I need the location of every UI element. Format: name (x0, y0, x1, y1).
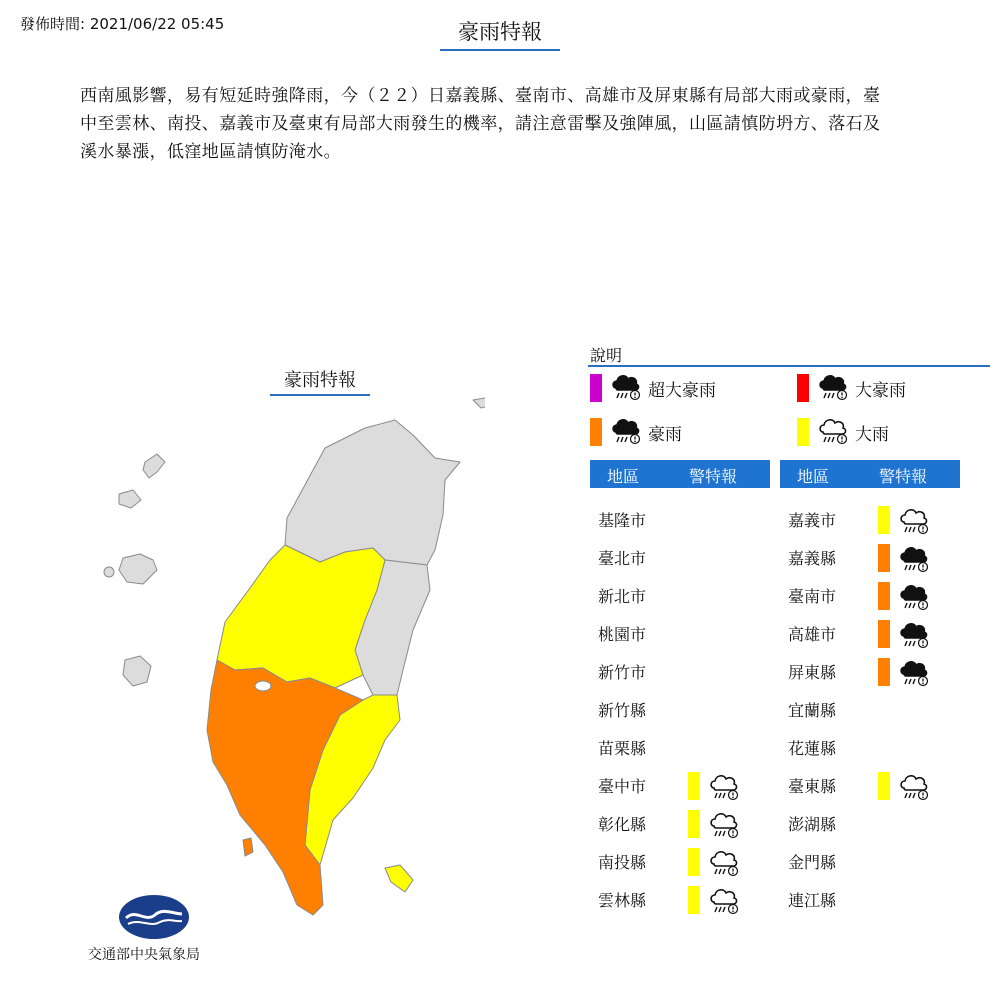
warning-swatch (878, 582, 890, 610)
region-name: 嘉義縣 (788, 549, 837, 568)
island-liuqiu (243, 838, 253, 856)
thunderstorm-rain-icon (898, 618, 930, 654)
region-name: 臺中市 (598, 777, 647, 796)
page-title: 豪雨特報 (440, 16, 560, 51)
description-line: 中至雲林、南投、嘉義市及臺東有局部大雨發生的機率，請注意雷擊及強陣風，山區請慎防坍方、落石及 (80, 114, 881, 134)
rain-cloud-icon (898, 770, 930, 806)
region-name: 彰化縣 (598, 815, 647, 834)
lake (255, 681, 271, 691)
rain-cloud-icon (708, 808, 740, 844)
taiwan-warning-map (95, 390, 485, 925)
table-row (780, 690, 960, 728)
thunderstorm-rain-icon (610, 414, 642, 450)
region-name: 臺東縣 (788, 777, 837, 796)
region-name: 雲林縣 (598, 891, 647, 910)
thunderstorm-rain-icon (898, 542, 930, 578)
region-name: 新竹市 (598, 663, 647, 682)
legend-swatch (797, 418, 809, 446)
table-row (780, 576, 960, 614)
warning-swatch (878, 544, 890, 572)
region-name: 花蓮縣 (788, 739, 837, 758)
table-row (590, 842, 770, 880)
table-row (780, 880, 960, 918)
legend-swatch (590, 418, 602, 446)
warning-description (80, 82, 930, 166)
warning-swatch (688, 886, 700, 914)
rain-cloud-icon (708, 884, 740, 920)
legend-label: 大豪雨 (855, 380, 906, 401)
table-row (780, 766, 960, 804)
table-row (590, 880, 770, 918)
warning-swatch (878, 772, 890, 800)
table-row (590, 538, 770, 576)
region-name: 臺北市 (598, 549, 647, 568)
rain-cloud-icon (817, 414, 849, 450)
region-name: 屏東縣 (788, 663, 837, 682)
table-row (780, 842, 960, 880)
region-name: 南投縣 (598, 853, 647, 872)
description-line: 西南風影響，易有短延時強降雨，今（２２）日嘉義縣、臺南市、高雄市及屏東縣有局部大雨或豪雨，臺 (80, 86, 881, 106)
table-row (590, 728, 770, 766)
island-penghu-mid (119, 490, 141, 508)
region-name: 桃園市 (598, 625, 647, 644)
rain-cloud-icon (708, 770, 740, 806)
island-lanyu (385, 865, 413, 892)
description-line: 溪水暴漲，低窪地區請慎防淹水。 (80, 142, 341, 162)
table-row (590, 576, 770, 614)
legend-label: 豪雨 (648, 424, 682, 445)
warning-swatch (878, 620, 890, 648)
cwb-logo (118, 894, 190, 940)
island-penghu-main (119, 554, 157, 584)
legend-swatch (590, 374, 602, 402)
issue-time: 發佈時間: 2021/06/22 05:45 (20, 15, 225, 33)
legend-label: 大雨 (855, 424, 889, 445)
region-north (285, 420, 460, 565)
region-name: 基隆市 (598, 511, 647, 530)
table-row (780, 728, 960, 766)
region-name: 高雄市 (788, 625, 837, 644)
island-penghu-south (123, 656, 151, 686)
table-row (590, 652, 770, 690)
table-row (780, 804, 960, 842)
table-row (590, 614, 770, 652)
island-pengjia (473, 398, 485, 408)
map-title: 豪雨特報 (270, 366, 370, 396)
table-row (590, 500, 770, 538)
island-penghu-north (143, 454, 165, 478)
table-row (780, 538, 960, 576)
region-name: 苗栗縣 (598, 739, 647, 758)
region-name: 臺南市 (788, 587, 837, 606)
table-row (780, 652, 960, 690)
table-row (780, 500, 960, 538)
region-name: 連江縣 (788, 891, 837, 910)
legend-title: 說明 (590, 346, 623, 365)
agency-name: 交通部中央氣象局 (88, 947, 200, 963)
legend-divider (588, 365, 990, 367)
header-region: 地區 (797, 467, 830, 486)
legend-item (797, 417, 889, 447)
warning-swatch (878, 658, 890, 686)
island-penghu-small (104, 567, 114, 577)
region-name: 新竹縣 (598, 701, 647, 720)
warning-swatch (688, 848, 700, 876)
thunderstorm-rain-icon (898, 580, 930, 616)
table-row (590, 766, 770, 804)
legend-label: 超大豪雨 (648, 380, 716, 401)
legend-item (590, 373, 716, 403)
rain-cloud-icon (708, 846, 740, 882)
region-central (217, 545, 385, 688)
legend-item (590, 417, 682, 447)
region-name: 嘉義市 (788, 511, 837, 530)
region-name: 澎湖縣 (788, 815, 837, 834)
warning-swatch (688, 772, 700, 800)
thunderstorm-rain-icon (817, 370, 849, 406)
table-header-left (590, 460, 770, 488)
legend-swatch (797, 374, 809, 402)
legend-item (797, 373, 906, 403)
thunderstorm-rain-icon (898, 656, 930, 692)
region-name: 宜蘭縣 (788, 701, 837, 720)
header-warning: 警特報 (689, 467, 738, 486)
warning-swatch (688, 810, 700, 838)
table-row (590, 690, 770, 728)
table-row (780, 614, 960, 652)
header-warning: 警特報 (879, 467, 928, 486)
rain-cloud-icon (898, 504, 930, 540)
table-row (590, 804, 770, 842)
region-name: 金門縣 (788, 853, 837, 872)
table-header-right (780, 460, 960, 488)
header-region: 地區 (607, 467, 640, 486)
warning-swatch (878, 506, 890, 534)
region-name: 新北市 (598, 587, 647, 606)
thunderstorm-rain-icon (610, 370, 642, 406)
